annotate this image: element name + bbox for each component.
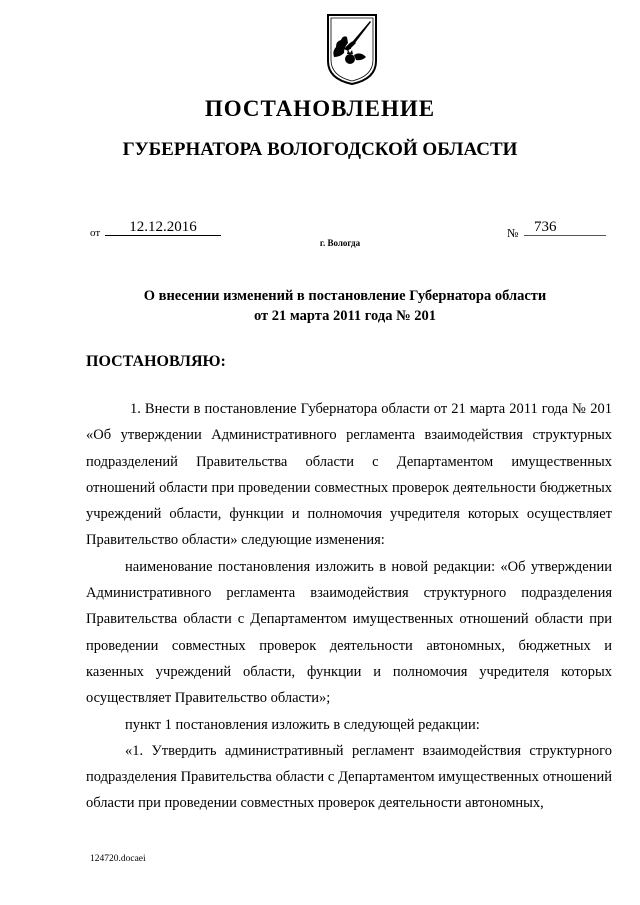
number-value: 736	[524, 219, 606, 236]
document-subject	[0, 286, 640, 326]
date-value: 12.12.2016	[105, 219, 221, 236]
document-body	[86, 396, 612, 817]
number-label: №	[507, 226, 519, 240]
paragraph: 1. Внести в постановление Губернатора области от 21 марта 2011 года № 201 «Об утверждении Административного регламента взаимодействия структурных подразделений Правительства области с Департаментом имущественных отношений области при проведении совместных проверок деятельности бюджетных учреждений области, функции и полномочия учредителя которых осуществляет Правительство области» следующие изменения:	[86, 401, 612, 549]
document-title: ПОСТАНОВЛЕНИЕ	[204, 96, 436, 121]
subject-line-1: О внесении изменений в постановление Губернатора области	[143, 288, 547, 304]
paragraph: пункт 1 постановления изложить в следующей редакции:	[125, 716, 480, 733]
file-name-footer: 124720.docaei	[90, 854, 146, 864]
subject-line-2: от 21 марта 2011 года № 201	[253, 308, 437, 324]
document-subtitle: ГУБЕРНАТОРА ВОЛОГОДСКОЙ ОБЛАСТИ	[122, 139, 518, 160]
paragraph: наименование постановления изложить в новой редакции: «Об утверждении Административного регламента взаимодействия структурного подразделения Правительства области с Департаментом имущественных отношений области при проведении совместных проверок деятельности автономных, бюджетных и казенных учреждений области, функции и полномочия учредителя которых осуществляет Правительство области»;	[86, 558, 612, 707]
decree-heading: ПОСТАНОВЛЯЮ:	[86, 353, 226, 370]
vologda-coat-of-arms-icon	[326, 13, 378, 86]
date-label: от	[90, 227, 101, 239]
paragraph: «1. Утвердить административный регламент взаимодействия структурного подразделения Правительства области с Департаментом имущественных отношений области при проведении совместных проверок деятельности автономных,	[86, 742, 612, 812]
city-label: г. Вологда	[319, 238, 361, 248]
